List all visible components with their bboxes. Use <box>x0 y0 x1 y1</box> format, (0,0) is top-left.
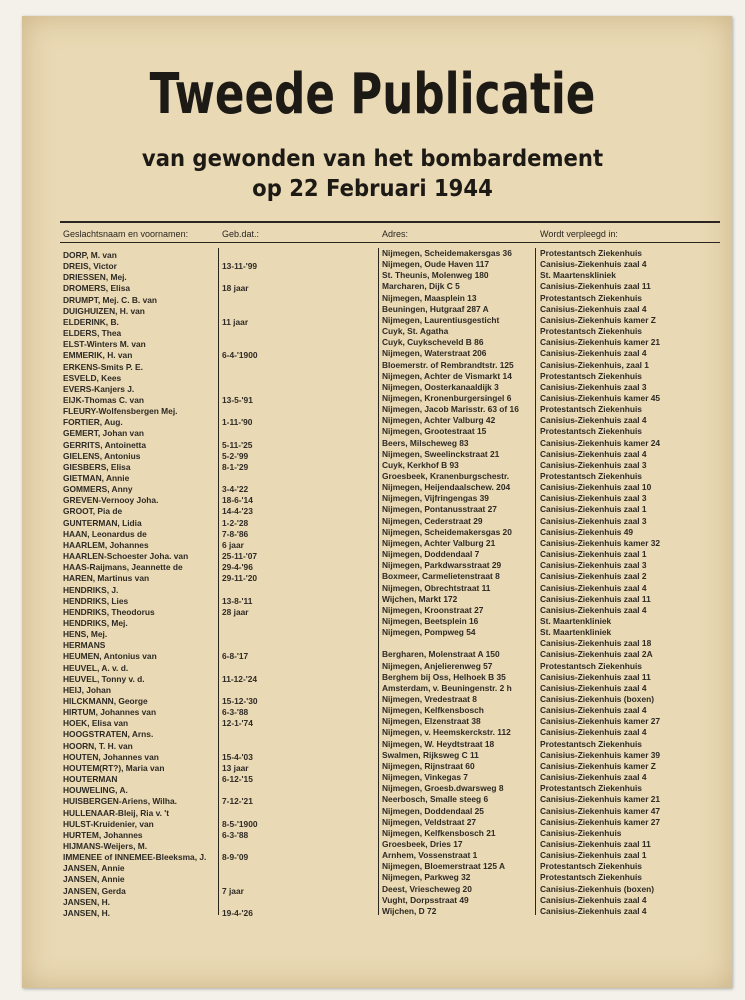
address-cell: Nijmegen, W. Heydtstraat 18 <box>382 738 495 749</box>
name-cell: HULLENAAR-Bleij, Ria v. 't <box>63 807 170 818</box>
birthdate-cell: 11 jaar <box>222 316 249 327</box>
address-cell: Vught, Dorpsstraat 49 <box>382 894 469 905</box>
name-cell: HEUMEN, Antonius van <box>63 651 157 662</box>
name-cell: HILCKMANN, George <box>63 696 148 706</box>
address-cell: Wijchen, Markt 172 <box>382 593 458 604</box>
hospital-cell: Canisius-Ziekenhuis kamer 24 <box>540 437 661 448</box>
address-cell: Nijmegen, Heijendaalschew. 204 <box>382 482 511 493</box>
column-header-birthdate: Geb.dat.: <box>222 229 260 239</box>
address-cell: Nijmegen, Parkdwarsstraat 29 <box>382 560 502 571</box>
hospital-cell: Canisius-Ziekenhuis zaal 4 <box>540 303 647 314</box>
name-cell: HAAN, Leonardus de <box>63 528 147 539</box>
hospital-cell: Canisius-Ziekenhuis zaal 3 <box>540 515 647 526</box>
hospital-cell: Canisius-Ziekenhuis zaal 2A <box>540 649 653 660</box>
hospital-cell: Protestantsch Ziekenhuis <box>540 861 642 872</box>
address-cell: Nijmegen, Laurentiusgesticht <box>382 314 500 325</box>
address-cell: Groesbeek, Dries 17 <box>382 838 463 849</box>
hospital-cell: Protestantsch Ziekenhuis <box>540 404 642 415</box>
birthdate-cell: 13-11-'99 <box>222 261 258 272</box>
address-cell: Bloemerstr. of Rembrandtstr. 125 <box>382 359 514 370</box>
hospital-cell: Canisius-Ziekenhuis zaal 1 <box>540 850 647 861</box>
hospital-cell: Canisius-Ziekenhuis zaal 4 <box>540 705 647 716</box>
hospital-cell: Canisius-Ziekenhuis kamer 45 <box>540 392 661 403</box>
address-cell: Nijmegen, Oude Haven 117 <box>382 259 490 270</box>
hospital-cell: Canisius-Ziekenhuis (boxen) <box>540 883 655 894</box>
address-cell: Nijmegen, Kroonstraat 27 <box>382 604 484 615</box>
address-cell: Nijmegen, Parkweg 32 <box>382 872 471 883</box>
name-cell: HOUTEM(RT?), Maria van <box>63 762 165 773</box>
name-cell: DUIGHUIZEN, H. van <box>63 305 145 316</box>
address-cell: Nijmegen, Vinkegas 7 <box>382 772 468 783</box>
address-cell: Nijmegen, Cederstraat 29 <box>382 515 483 526</box>
address-cell: Nijmegen, Vredestraat 8 <box>382 694 477 704</box>
birthdate-cell: 13-5-'91 <box>222 394 253 405</box>
name-cell: DORP, M. van <box>63 250 117 260</box>
birthdate-cell: 6-3-'88 <box>222 707 249 718</box>
hospital-cell: Canisius-Ziekenhuis zaal 4 <box>540 604 647 615</box>
birthdate-cell: 6 jaar <box>222 539 244 550</box>
address-cell: Nijmegen, Veldstraat 27 <box>382 816 477 827</box>
hospital-cell: Canisius-Ziekenhuis zaal 4 <box>540 582 647 593</box>
hospital-cell: Canisius-Ziekenhuis zaal 10 <box>540 482 652 493</box>
name-cell: HENDRIKS, Mej. <box>63 617 128 628</box>
birthdate-cell: 15-4-'03 <box>222 751 253 762</box>
address-cell: Nijmegen, Oosterkanaaldijk 3 <box>382 381 499 392</box>
address-cell: Nijmegen, Beetsplein 16 <box>382 615 479 626</box>
address-cell: Cuyk, Cuykscheveld B 86 <box>382 337 484 348</box>
address-cell: Nijmegen, v. Heemskerckstr. 112 <box>382 727 511 738</box>
birthdate-cell: 1-2-'28 <box>222 517 249 528</box>
hospital-cell: Protestantsch Ziekenhuis <box>540 471 642 481</box>
name-cell: HENS, Mej. <box>63 629 108 640</box>
name-cell: EIJK-Thomas C. van <box>63 394 144 405</box>
name-cell: HOUTEN, Johannes van <box>63 751 159 762</box>
address-cell: Nijmegen, Elzenstraat 38 <box>382 716 481 727</box>
birthdate-cell: 8-1-'29 <box>222 461 249 472</box>
birthdate-cell: 6-4-'1900 <box>222 350 258 361</box>
name-cell: GERRITS, Antoinetta <box>63 439 146 450</box>
hospital-cell: Canisius-Ziekenhuis zaal 4 <box>540 682 647 693</box>
name-cell: HENDRIKS, J. <box>63 584 119 595</box>
name-cell: DREIS, Victor <box>63 261 117 272</box>
birthdate-cell: 6-12-'15 <box>222 774 253 785</box>
hospital-cell: Canisius-Ziekenhuis kamer 27 <box>540 716 661 727</box>
name-cell: HEIJ, Johan <box>63 684 111 695</box>
hospital-cell: Canisius-Ziekenhuis zaal 4 <box>540 727 647 738</box>
name-cell: HAARLEN-Schoester Joha. van <box>63 551 189 562</box>
hospital-cell: Canisius-Ziekenhuis kamer 21 <box>540 794 661 805</box>
name-cell: FORTIER, Aug. <box>63 417 123 428</box>
name-cell: HOUTERMAN <box>63 774 118 785</box>
hospital-cell: Canisius-Ziekenhuis 49 <box>540 526 634 537</box>
name-cell: ESVELD, Kees <box>63 372 122 383</box>
address-cell: Deest, Vriescheweg 20 <box>382 883 472 894</box>
address-cell: Nijmegen, Scheidemakersgas 20 <box>382 526 512 537</box>
name-cell: HEUVEL, Tonny v. d. <box>63 673 145 684</box>
address-cell: Nijmegen, Grootestraat 15 <box>382 426 487 437</box>
address-cell: Nijmegen, Pompweg 54 <box>382 627 476 638</box>
name-cell: GIETMAN, Annie <box>63 473 130 483</box>
name-cell: HULST-Kruidenier, van <box>63 818 154 829</box>
column-header-address: Adres: <box>382 229 409 239</box>
name-cell: HOEK, Elisa van <box>63 718 129 729</box>
name-cell: EMMERIK, H. van <box>63 350 133 361</box>
address-cell: Nijmegen, Achter Valburg 42 <box>382 415 496 426</box>
name-cell: ELST-Winters M. van <box>63 339 146 350</box>
name-cell: HOUWELING, A. <box>63 785 128 796</box>
hospital-cell: Canisius-Ziekenhuis zaal 4 <box>540 448 647 459</box>
hospital-cell: Canisius-Ziekenhuis zaal 11 <box>540 671 651 682</box>
hospital-cell: Canisius-Ziekenhuis zaal 4 <box>540 348 647 359</box>
header-top-rule <box>60 221 720 223</box>
address-cell: Groesbeek, Kranenburgschestr. <box>382 471 510 481</box>
address-cell: Nijmegen, Scheidemakersgas 36 <box>382 248 512 258</box>
hospital-cell: Canisius-Ziekenhuis zaal 4 <box>540 894 647 905</box>
birthdate-cell: 13-8-'11 <box>222 595 253 606</box>
hospital-cell: Canisius-Ziekenhuis kamer 32 <box>540 537 661 548</box>
name-cell: FLEURY-Wolfensbergen Mej. <box>63 406 178 417</box>
birthdate-cell: 5-2-'99 <box>222 450 249 461</box>
hospital-cell: Canisius-Ziekenhuis zaal 11 <box>540 593 651 604</box>
column-divider <box>378 248 379 915</box>
address-cell: Nijmegen, Groesb.dwarsweg 8 <box>382 783 504 794</box>
hospital-cell: Canisius-Ziekenhuis kamer Z <box>540 314 656 325</box>
hospital-cell: Canisius-Ziekenhuis (boxen) <box>540 694 655 704</box>
address-cell: Nijmegen, Obrechtstraat 11 <box>382 582 491 593</box>
name-cell: HEUVEL, A. v. d. <box>63 662 129 673</box>
column-divider <box>535 248 536 915</box>
hospital-cell: Protestantsch Ziekenhuis <box>540 660 642 671</box>
hospital-cell: Canisius-Ziekenhuis, zaal 1 <box>540 359 649 370</box>
name-cell: GEMERT, Johan van <box>63 428 144 439</box>
poster-title: Tweede Publicatie <box>149 62 596 127</box>
address-cell: Nijmegen, Vijfringengas 39 <box>382 493 489 504</box>
address-cell: Berghem bij Oss, Helhoek B 35 <box>382 671 506 682</box>
birthdate-cell: 18 jaar <box>222 283 249 294</box>
address-cell: Nijmegen, Jacob Marisstr. 63 of 16 <box>382 404 519 415</box>
hospital-cell: Canisius-Ziekenhuis zaal 3 <box>540 381 647 392</box>
birthdate-cell: 18-6-'14 <box>222 495 253 506</box>
address-cell: Nijmegen, Waterstraat 206 <box>382 348 487 359</box>
hospital-cell: Canisius-Ziekenhuis zaal 11 <box>540 281 651 292</box>
hospital-cell: Canisius-Ziekenhuis kamer Z <box>540 760 656 771</box>
address-cell: Nijmegen, Maasplein 13 <box>382 292 477 303</box>
birthdate-cell: 8-9-'09 <box>222 852 249 863</box>
address-cell: Nijmegen, Rijnstraat 60 <box>382 760 475 771</box>
address-cell: Nijmegen, Kelfkensbosch <box>382 705 484 716</box>
hospital-cell: Canisius-Ziekenhuis kamer 21 <box>540 337 661 348</box>
address-cell: Nijmegen, Kelfkensbosch 21 <box>382 827 496 838</box>
column-header-hospital: Wordt verpleegd in: <box>540 229 618 239</box>
name-cell: HUISBERGEN-Ariens, Wilha. <box>63 796 177 807</box>
address-cell: Cuyk, Kerkhof B 93 <box>382 459 459 470</box>
hospital-cell: Canisius-Ziekenhuis zaal 4 <box>540 259 647 270</box>
birthdate-cell: 1-11-'90 <box>222 417 253 428</box>
address-cell: Nijmegen, Anjelierenweg 57 <box>382 660 493 671</box>
hospital-cell: Canisius-Ziekenhuis zaal 1 <box>540 504 647 515</box>
birthdate-cell: 8-5-'1900 <box>222 818 258 829</box>
hospital-cell: Protestantsch Ziekenhuis <box>540 292 642 303</box>
hospital-cell: Protestantsch Ziekenhuis <box>540 370 642 381</box>
address-cell: Neerbosch, Smalle steeg 6 <box>382 794 489 805</box>
address-cell: Nijmegen, Bloemerstraat 125 A <box>382 861 506 872</box>
header-bottom-rule <box>60 242 720 243</box>
birthdate-cell: 12-1-'74 <box>222 718 253 729</box>
name-cell: JANSEN, Gerda <box>63 885 126 896</box>
birthdate-cell: 14-4-'23 <box>222 506 253 517</box>
address-cell: St. Theunis, Molenweg 180 <box>382 270 489 281</box>
hospital-cell: Canisius-Ziekenhuis zaal 3 <box>540 459 647 470</box>
name-cell: HENDRIKS, Theodorus <box>63 606 155 617</box>
hospital-cell: Protestantsch Ziekenhuis <box>540 248 642 258</box>
address-cell: Nijmegen, Achter de Vismarkt 14 <box>382 370 512 381</box>
birthdate-cell: 11-12-'24 <box>222 673 258 684</box>
address-cell: Beuningen, Hutgraaf 287 A <box>382 303 489 314</box>
hospital-cell: St. Maartenkliniek <box>540 615 612 626</box>
address-cell: Beers, Milscheweg 83 <box>382 437 469 448</box>
name-cell: HOORN, T. H. van <box>63 740 133 751</box>
hospital-cell: Protestantsch Ziekenhuis <box>540 738 642 749</box>
name-cell: JANSEN, Annie <box>63 874 125 885</box>
hospital-cell: Canisius-Ziekenhuis kamer 47 <box>540 805 661 816</box>
address-cell: Nijmegen, Doddendaal 25 <box>382 805 484 816</box>
birthdate-cell: 29-4-'96 <box>222 562 253 573</box>
name-cell: EVERS-Kanjers J. <box>63 383 135 394</box>
address-cell: Amsterdam, v. Beuningenstr. 2 h <box>382 682 512 693</box>
name-cell: HENDRIKS, Lies <box>63 595 129 606</box>
hospital-cell: Protestantsch Ziekenhuis <box>540 326 642 337</box>
address-cell: Nijmegen, Doddendaal 7 <box>382 549 480 560</box>
birthdate-cell: 7 jaar <box>222 885 244 896</box>
name-cell: HAREN, Martinus van <box>63 573 150 584</box>
hospital-cell: Canisius-Ziekenhuis kamer 27 <box>540 816 661 827</box>
address-cell: Marcharen, Dijk C 5 <box>382 281 460 292</box>
birthdate-cell: 19-4-'26 <box>222 907 253 918</box>
name-cell: DROMERS, Elisa <box>63 283 131 294</box>
address-cell: Bergharen, Molenstraat A 150 <box>382 649 500 660</box>
hospital-cell: Canisius-Ziekenhuis zaal 2 <box>540 571 647 582</box>
name-cell: IMMENEE of INNEMEE-Bleeksma, J. <box>63 852 207 863</box>
name-cell: GREVEN-Vernooy Joha. <box>63 495 159 506</box>
birthdate-cell: 7-8-'86 <box>222 528 249 539</box>
birthdate-cell: 5-11-'25 <box>222 439 253 450</box>
birthdate-cell: 6-3-'88 <box>222 829 249 840</box>
birthdate-cell: 13 jaar <box>222 762 249 773</box>
hospital-cell: Canisius-Ziekenhuis zaal 3 <box>540 493 647 504</box>
address-cell: Swalmen, Rijksweg C 11 <box>382 749 479 760</box>
hospital-cell: Protestantsch Ziekenhuis <box>540 783 642 794</box>
birthdate-cell: 29-11-'20 <box>222 573 258 584</box>
name-cell: JANSEN, H. <box>63 907 111 918</box>
name-cell: JANSEN, Annie <box>63 863 125 874</box>
name-cell: HAARLEM, Johannes <box>63 539 149 550</box>
hospital-cell: Canisius-Ziekenhuis zaal 4 <box>540 772 647 783</box>
name-cell: ERKENS-Smits P. E. <box>63 361 143 372</box>
name-cell: ELDERS, Thea <box>63 328 122 339</box>
address-cell: Nijmegen, Sweelinckstraat 21 <box>382 448 500 459</box>
name-cell: HOOGSTRATEN, Arns. <box>63 729 154 740</box>
address-cell: Nijmegen, Kronenburgersingel 6 <box>382 392 512 403</box>
name-cell: ELDERINK, B. <box>63 316 119 327</box>
name-cell: GOMMERS, Anny <box>63 484 133 495</box>
hospital-cell: Protestantsch Ziekenhuis <box>540 426 642 437</box>
hospital-cell: Canisius-Ziekenhuis zaal 11 <box>540 838 651 849</box>
address-cell: Arnhem, Vossenstraat 1 <box>382 850 478 861</box>
hospital-cell: Canisius-Ziekenhuis zaal 4 <box>540 905 647 916</box>
poster-subtitle-line2: op 22 Februari 1944 <box>252 176 493 202</box>
address-cell: Wijchen, D 72 <box>382 905 437 916</box>
name-cell: GIELENS, Antonius <box>63 450 141 461</box>
birthdate-cell: 6-8-'17 <box>222 651 249 662</box>
name-cell: GUNTERMAN, Lidia <box>63 517 142 528</box>
name-cell: HIJMANS-Weijers, M. <box>63 840 148 851</box>
name-cell: HIRTUM, Johannes van <box>63 707 157 718</box>
hospital-cell: Canisius-Ziekenhuis zaal 1 <box>540 549 647 560</box>
birthdate-cell: 25-11-'07 <box>222 551 258 562</box>
birthdate-cell: 15-12-'30 <box>222 696 258 706</box>
hospital-cell: St. Maartenskliniek <box>540 270 616 281</box>
address-cell: Cuyk, St. Agatha <box>382 326 449 337</box>
address-cell: Nijmegen, Achter Valburg 21 <box>382 537 496 548</box>
birthdate-cell: 28 jaar <box>222 606 249 617</box>
name-cell: HERMANS <box>63 640 106 651</box>
column-divider <box>218 248 219 915</box>
hospital-cell: Canisius-Ziekenhuis zaal 3 <box>540 560 647 571</box>
hospital-cell: Canisius-Ziekenhuis kamer 39 <box>540 749 661 760</box>
hospital-cell: Protestantsch Ziekenhuis <box>540 872 642 883</box>
name-cell: DRIESSEN, Mej. <box>63 272 127 283</box>
address-cell: Nijmegen, Pontanusstraat 27 <box>382 504 497 515</box>
name-cell: HAAS-Raijmans, Jeannette de <box>63 562 183 573</box>
name-cell: HURTEM, Johannes <box>63 829 143 840</box>
name-cell: GIESBERS, Elisa <box>63 461 131 472</box>
hospital-cell: St. Maartenkliniek <box>540 627 612 638</box>
birthdate-cell: 7-12-'21 <box>222 796 253 807</box>
birthdate-cell: 3-4-'22 <box>222 484 249 495</box>
name-cell: DRUMPT, Mej. C. B. van <box>63 294 157 305</box>
address-cell: Boxmeer, Carmelietenstraat 8 <box>382 571 500 582</box>
hospital-cell: Canisius-Ziekenhuis zaal 4 <box>540 415 647 426</box>
hospital-cell: Canisius-Ziekenhuis zaal 18 <box>540 638 652 649</box>
name-cell: JANSEN, H. <box>63 896 111 907</box>
column-header-name: Geslachtsnaam en voornamen: <box>63 229 189 239</box>
hospital-cell: Canisius-Ziekenhuis <box>540 827 622 838</box>
poster-subtitle-line1: van gewonden van het bombardement <box>141 146 604 172</box>
name-cell: GROOT, Pia de <box>63 506 123 517</box>
